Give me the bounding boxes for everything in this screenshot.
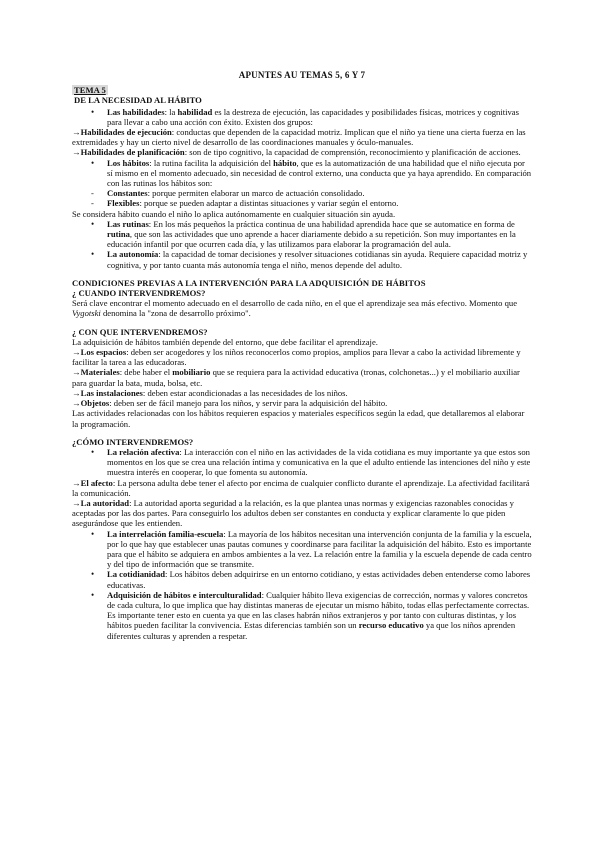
paragraph-entorno: La adquisición de hábitos también depende del entorno, que debe facilitar el aprendizaje. — [72, 336, 378, 347]
paragraph-materiales: →Materiales: debe haber el mobiliario que se requiera para la actividad educativa (tronas, colchonetas...) y el mobiliario auxiliar para guardar la bata, muda, bolsa, etc. — [72, 367, 520, 388]
bullet-list-como — [72, 529, 532, 641]
bullet-interrelacion: • La interrelación familia-escuela: La mayoría de los hábitos necesitan una intervención conjunta de la familia y la escuela, por lo que hay que establecer unas pautas comunes y coordinarse para facilitar la adquisición del hábito. Esto es importante para que el hábito se adquiera en ambos ambientes a la vez. La relación entre la familia y la escuela depende de cada centro y del tipo de información que se transmite. — [107, 529, 532, 570]
bullet-list-habilidades — [72, 107, 532, 127]
question-como: ¿CÓMO INTERVENDREMOS? — [72, 436, 194, 447]
bullet-list-habitos — [72, 158, 532, 189]
paragraph-autoridad: →La autoridad: La autoridad aporta seguridad a la relación, es la que plantea unas normas y exigencias razonables conocidas y aceptadas por las dos partes. Para conseguirlo los adultos deben ser constantes en conducta y explicar claramente lo que piden asegurándose que les entienden. — [72, 497, 514, 529]
document-title: APUNTES AU TEMAS 5, 6 Y 7 — [238, 70, 366, 80]
question-cuando: ¿ CUANDO INTERVENDREMOS? — [72, 288, 206, 299]
dash-item-constantes: - Constantes: porque permiten elaborar un marco de actuación consolidado. — [107, 188, 532, 198]
section-heading-necesidad: DE LA NECESIDAD AL HÁBITO — [74, 95, 202, 106]
dash-item-flexibles: - Flexibles: porque se pueden adaptar a distintas situaciones y variar según el entorno. — [107, 198, 532, 208]
paragraph-considera: Se considera hábito cuando el niño lo aplica autónomamente en cualquier situación sin ayuda. — [72, 208, 396, 219]
bullet-interculturalidad: • Adquisición de hábitos e interculturalidad: Cualquier hábito lleva exigencias de corrección, normas y valores concretos de cada cultura, lo que implica que hay distintas maneras de ejecutar un mismo hábito, todas ellas perfectamente correctas. Es importante tener esto en cuenta ya que en las clases habrán niños extranjeros y por tanto con culturas distintas, y los hábitos pueden facilitar la convivencia. Estas diferencias también son un recurso educativo ya que los niños aprenden diferentes culturas y aprenden a respetar. — [107, 590, 532, 641]
bullet-autonomia: • La autonomía: la capacidad de tomar decisiones y resolver situaciones cotidianas sin ayuda. Requiere capacidad motriz y cognitiva, y por tanto cuanta más autonomía tenga el niño, menos depende del adulto. — [107, 249, 532, 269]
paragraph-cuando: Será clave encontrar el momento adecuado en el desarrollo de cada niño, en el que el aprendizaje sea más efectivo. Momento que Vygotski denomina la "zona de desarrollo próximo". — [72, 298, 518, 319]
paragraph-objetos: →Objetos: deben ser de fácil manejo para los niños, y servir para la adquisición del hábito. — [72, 398, 388, 409]
bullet-rutinas: • Las rutinas: En los más pequeños la práctica continua de una habilidad aprendida hace que se automatice en forma de rutina, que son las actividades que uno aprende a hacer diariamente debido a su repetición. Son muy importantes en la educación infantil por que ocurren cada día, y las utilizamos para elaborar la programación del aula. — [107, 219, 532, 250]
paragraph-ejecucion: →Habilidades de ejecución: conductas que dependen de la capacidad motriz. Implican que el niño ya tiene una cierta fuerza en las extremidades y hay un cierto nivel de desarrollo de las coordinaciones manuales y óculo-manuales. — [72, 127, 526, 148]
bullet-relacion-afectiva: • La relación afectiva: La interacción con el niño en las actividades de la vida cotidiana es muy importante ya que estos son momentos en los que se crea una relación íntima y comunicativa en la que el adulto entiende las intenciones del niño y este muestra interés en cooperar, lo que fomenta su autonomía. — [107, 447, 532, 478]
bullet-cotidianidad: • La cotidianidad: Los hábitos deben adquirirse en un entorno cotidiano, y estas actividades deben entenderse como labores educativas. — [107, 569, 532, 589]
bullet-list-relacion — [72, 447, 532, 478]
document-page — [72, 70, 532, 641]
dash-list-habitos — [72, 188, 532, 208]
section-heading-condiciones: CONDICIONES PREVIAS A LA INTERVENCIÓN PARA LA ADQUISICIÓN DE HÁBITOS — [72, 277, 426, 288]
question-con-que: ¿ CON QUE INTERVENDREMOS? — [72, 326, 208, 337]
paragraph-espacios: →Los espacios: deben ser acogedores y los niños reconocerlos como propios, amplios para llevar a cabo la actividad libremente y facilitar la tarea a las educadoras. — [72, 347, 521, 368]
paragraph-instalaciones: →Las instalaciones: deben estar acondicionadas a las necesidades de los niños. — [72, 387, 348, 398]
bullet-habitos: • Los hábitos: la rutina facilita la adquisición del hábito, que es la automatización de una habilidad que el niño ejecuta por sí mismo en el momento adecuado, sin necesidad de control externo, una conducta que ya haya aprendido. En comparación con las rutinas los hábitos son: — [107, 158, 532, 189]
bullet-habilidades: • Las habilidades: la habilidad es la destreza de ejecución, las capacidades y posibilidades físicas, motrices y cognitivas para llevar a cabo una acción con éxito. Existen dos grupos: — [107, 107, 532, 127]
tema-label: TEMA 5 — [74, 85, 106, 96]
bullet-list-rutinas — [72, 219, 532, 270]
paragraph-afecto: →El afecto: La persona adulta debe tener el afecto por encima de cualquier conflicto durante el aprendizaje. La afectividad facilitará la comunicación. — [72, 477, 530, 498]
paragraph-actividades: Las actividades relacionadas con los hábitos requieren espacios y materiales específicos según la edad, que detallaremos al elaborar la programación. — [72, 408, 525, 429]
paragraph-planificacion: →Habilidades de planificación: son de tipo cognitivo, la capacidad de comprensión, reconocimiento y planificación de acciones. — [72, 147, 521, 158]
